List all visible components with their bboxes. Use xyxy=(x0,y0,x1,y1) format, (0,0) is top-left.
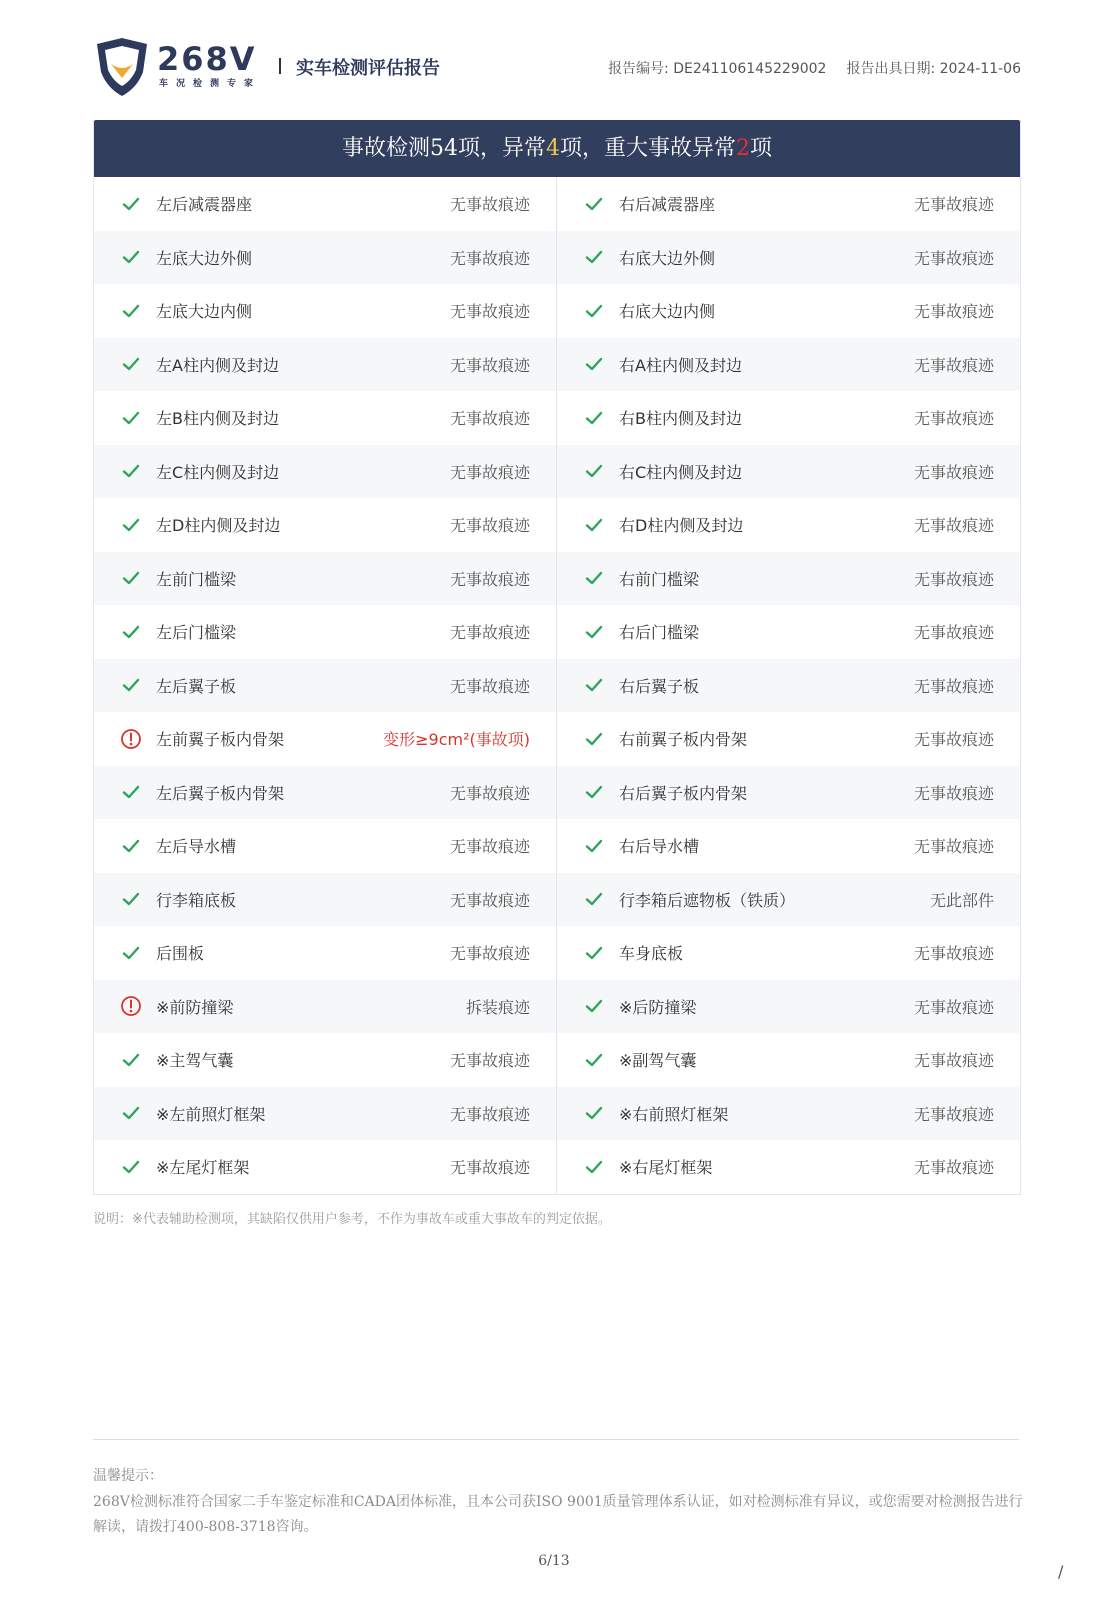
item-name: 左底大边内侧 xyxy=(156,302,253,322)
checkmark-icon xyxy=(120,781,142,803)
item-result: 无事故痕迹 xyxy=(913,1051,994,1071)
check-rows xyxy=(94,177,1020,1194)
item-name: 左后翼子板内骨架 xyxy=(156,783,285,803)
item-name: ※右前照灯框架 xyxy=(619,1104,729,1124)
check-item xyxy=(557,231,1020,285)
item-result: 无事故痕迹 xyxy=(449,1104,530,1124)
check-item xyxy=(94,873,557,927)
footer-divider xyxy=(93,1439,1019,1440)
item-name: 左底大边外侧 xyxy=(156,248,253,268)
item-result: 无事故痕迹 xyxy=(913,569,994,589)
check-item xyxy=(94,284,557,338)
check-item xyxy=(94,1140,557,1194)
table-row xyxy=(94,819,1020,873)
logo-wordmark: 268V xyxy=(157,40,257,78)
item-name: 左C柱内侧及封边 xyxy=(156,462,280,482)
item-result: 无事故痕迹 xyxy=(913,516,994,536)
item-name: 左D柱内侧及封边 xyxy=(156,516,281,536)
item-result: 无事故痕迹 xyxy=(449,837,530,857)
checkmark-icon xyxy=(583,728,605,750)
item-result: 无事故痕迹 xyxy=(449,623,530,643)
major-abnormal-count: 2 xyxy=(736,136,750,161)
checkmark-icon xyxy=(120,1102,142,1124)
item-result: 无事故痕迹 xyxy=(913,462,994,482)
table-row xyxy=(94,605,1020,659)
footnote: 说明：※代表辅助检测项，其缺陷仅供用户参考，不作为事故车或重大事故车的判定依据。 xyxy=(93,1212,611,1227)
item-name: ※左前照灯框架 xyxy=(156,1104,266,1124)
item-result: 无事故痕迹 xyxy=(913,248,994,268)
item-name: 左A柱内侧及封边 xyxy=(156,355,279,375)
table-row xyxy=(94,980,1020,1034)
item-result: 无事故痕迹 xyxy=(913,676,994,696)
item-result: 无事故痕迹 xyxy=(913,1158,994,1178)
item-name: 右B柱内侧及封边 xyxy=(619,409,742,429)
item-name: 左后减震器座 xyxy=(156,195,253,215)
table-row xyxy=(94,552,1020,606)
table-row xyxy=(94,926,1020,980)
item-name: 车身底板 xyxy=(619,944,684,964)
item-name: ※主驾气囊 xyxy=(156,1051,234,1071)
item-result: 无事故痕迹 xyxy=(449,890,530,910)
item-name: 右后翼子板内骨架 xyxy=(619,783,748,803)
alert-icon xyxy=(120,728,142,750)
item-name: 右A柱内侧及封边 xyxy=(619,355,742,375)
item-name: 右底大边外侧 xyxy=(619,248,716,268)
item-name: ※右尾灯框架 xyxy=(619,1158,713,1178)
check-item xyxy=(557,980,1020,1034)
check-item xyxy=(557,1087,1020,1141)
checkmark-icon xyxy=(120,567,142,589)
checkmark-icon xyxy=(583,193,605,215)
checkmark-icon xyxy=(583,300,605,322)
checkmark-icon xyxy=(583,995,605,1017)
table-row xyxy=(94,498,1020,552)
item-result: 无事故痕迹 xyxy=(449,355,530,375)
item-name: 后围板 xyxy=(156,944,205,964)
shield-logo-icon xyxy=(93,38,151,98)
checkmark-icon xyxy=(583,460,605,482)
item-name: 行李箱后遮物板（铁质） xyxy=(619,890,796,910)
tip-title: 温馨提示： xyxy=(93,1468,163,1484)
table-row xyxy=(94,1033,1020,1087)
item-result: 无事故痕迹 xyxy=(449,1158,530,1178)
table-row xyxy=(94,445,1020,499)
table-row xyxy=(94,1087,1020,1141)
banner-text-2: 项，重大事故异常 xyxy=(559,136,736,161)
checkmark-icon xyxy=(583,407,605,429)
accident-check-table xyxy=(93,120,1021,1195)
check-item xyxy=(557,391,1020,445)
page-number: 6/13 xyxy=(538,1553,570,1569)
check-item xyxy=(94,980,557,1034)
table-row xyxy=(94,766,1020,820)
item-result: 无事故痕迹 xyxy=(913,783,994,803)
checkmark-icon xyxy=(120,193,142,215)
report-title: 实车检测评估报告 xyxy=(296,58,440,79)
checkmark-icon xyxy=(120,835,142,857)
corner-mark: / xyxy=(1058,1562,1064,1581)
item-result: 无事故痕迹 xyxy=(913,355,994,375)
checkmark-icon xyxy=(583,1156,605,1178)
item-name: 左后翼子板 xyxy=(156,676,237,696)
table-row xyxy=(94,873,1020,927)
banner-text-3: 项 xyxy=(750,136,773,161)
tip-body: 268V检测标准符合国家二手车鉴定标准和CADA团体标准，且本公司获ISO 9001质量管理体系认证，如对检测标准有异议，或您需要对检测报告进行解读，请拨打400-808-3718咨询。 xyxy=(93,1494,1023,1535)
item-name: 右后门槛梁 xyxy=(619,623,700,643)
check-item xyxy=(557,177,1020,231)
checkmark-icon xyxy=(583,1102,605,1124)
item-result: 无事故痕迹 xyxy=(449,248,530,268)
checkmark-icon xyxy=(120,300,142,322)
table-row xyxy=(94,1140,1020,1194)
checkmark-icon xyxy=(120,674,142,696)
checkmark-icon xyxy=(120,942,142,964)
item-result: 无事故痕迹 xyxy=(913,997,994,1017)
check-item xyxy=(557,873,1020,927)
table-row xyxy=(94,284,1020,338)
item-name: 右前翼子板内骨架 xyxy=(619,730,748,750)
check-item xyxy=(94,338,557,392)
check-item xyxy=(557,1140,1020,1194)
item-result: 无事故痕迹 xyxy=(449,569,530,589)
header-divider xyxy=(279,58,281,74)
item-name: 右底大边内侧 xyxy=(619,302,716,322)
check-item xyxy=(557,1033,1020,1087)
check-item xyxy=(94,926,557,980)
report-meta xyxy=(608,58,1021,78)
checkmark-icon xyxy=(120,460,142,482)
check-item xyxy=(94,1087,557,1141)
item-result: 无事故痕迹 xyxy=(913,302,994,322)
item-name: 右C柱内侧及封边 xyxy=(619,462,743,482)
table-row xyxy=(94,659,1020,713)
checkmark-icon xyxy=(583,567,605,589)
item-result: 无事故痕迹 xyxy=(913,409,994,429)
check-item xyxy=(557,766,1020,820)
check-item xyxy=(94,498,557,552)
check-item xyxy=(94,819,557,873)
item-name: 右前门槛梁 xyxy=(619,569,700,589)
item-result: 无事故痕迹 xyxy=(913,195,994,215)
item-result: 无事故痕迹 xyxy=(449,462,530,482)
check-item xyxy=(557,819,1020,873)
item-result: 无事故痕迹 xyxy=(449,1051,530,1071)
check-item xyxy=(94,659,557,713)
checkmark-icon xyxy=(583,514,605,536)
table-row xyxy=(94,338,1020,392)
table-row xyxy=(94,231,1020,285)
checkmark-icon xyxy=(120,888,142,910)
item-name: 右后翼子板 xyxy=(619,676,700,696)
check-item xyxy=(557,926,1020,980)
check-item xyxy=(94,1033,557,1087)
summary-banner xyxy=(94,120,1020,177)
logo-subtitle: 车况检测专家 xyxy=(159,79,262,89)
item-result: 无事故痕迹 xyxy=(913,837,994,857)
item-name: 左B柱内侧及封边 xyxy=(156,409,279,429)
item-name: 左后门槛梁 xyxy=(156,623,237,643)
item-name: ※左尾灯框架 xyxy=(156,1158,250,1178)
abnormal-count: 4 xyxy=(545,136,560,161)
check-item xyxy=(557,552,1020,606)
checkmark-icon xyxy=(120,1049,142,1071)
checkmark-icon xyxy=(583,888,605,910)
item-name: 左前翼子板内骨架 xyxy=(156,730,285,750)
check-item xyxy=(94,445,557,499)
check-item xyxy=(557,284,1020,338)
item-name: 行李箱底板 xyxy=(156,890,237,910)
item-name: 右D柱内侧及封边 xyxy=(619,516,744,536)
item-result: 无事故痕迹 xyxy=(449,516,530,536)
item-result: 无事故痕迹 xyxy=(449,783,530,803)
table-row xyxy=(94,391,1020,445)
check-item xyxy=(94,391,557,445)
check-item xyxy=(557,338,1020,392)
check-item xyxy=(94,712,557,766)
checkmark-icon xyxy=(583,781,605,803)
item-result: 无事故痕迹 xyxy=(913,944,994,964)
item-result: 无事故痕迹 xyxy=(913,730,994,750)
check-item xyxy=(94,552,557,606)
check-item xyxy=(557,605,1020,659)
item-result: 无事故痕迹 xyxy=(449,195,530,215)
checkmark-icon xyxy=(583,621,605,643)
item-name: ※前防撞梁 xyxy=(156,997,234,1017)
item-name: 右后导水槽 xyxy=(619,837,700,857)
checkmark-icon xyxy=(120,353,142,375)
check-item xyxy=(94,605,557,659)
checkmark-icon xyxy=(583,674,605,696)
item-name: ※后防撞梁 xyxy=(619,997,697,1017)
report-header xyxy=(93,36,1021,100)
banner-text-1: 事故检测54项，异常 xyxy=(341,136,546,161)
check-item xyxy=(557,659,1020,713)
item-name: 左前门槛梁 xyxy=(156,569,237,589)
item-result: 变形≥9cm²(事故项) xyxy=(383,730,530,750)
checkmark-icon xyxy=(120,246,142,268)
check-item xyxy=(94,231,557,285)
check-item xyxy=(94,177,557,231)
check-item xyxy=(557,498,1020,552)
item-name: ※副驾气囊 xyxy=(619,1051,697,1071)
item-result: 无事故痕迹 xyxy=(449,409,530,429)
check-item xyxy=(557,712,1020,766)
item-result: 无此部件 xyxy=(929,890,994,910)
report-number: 报告编号: DE241106145229002 xyxy=(608,61,827,77)
table-row xyxy=(94,712,1020,766)
table-row xyxy=(94,177,1020,231)
checkmark-icon xyxy=(120,514,142,536)
item-result: 无事故痕迹 xyxy=(449,944,530,964)
checkmark-icon xyxy=(120,621,142,643)
item-result: 无事故痕迹 xyxy=(449,302,530,322)
checkmark-icon xyxy=(583,1049,605,1071)
checkmark-icon xyxy=(120,407,142,429)
checkmark-icon xyxy=(583,353,605,375)
item-name: 右后减震器座 xyxy=(619,195,716,215)
report-date: 报告出具日期: 2024-11-06 xyxy=(846,61,1021,77)
check-item xyxy=(94,766,557,820)
item-name: 左后导水槽 xyxy=(156,837,237,857)
item-result: 无事故痕迹 xyxy=(913,1104,994,1124)
checkmark-icon xyxy=(120,1156,142,1178)
item-result: 拆装痕迹 xyxy=(465,997,530,1017)
item-result: 无事故痕迹 xyxy=(449,676,530,696)
alert-icon xyxy=(120,995,142,1017)
checkmark-icon xyxy=(583,835,605,857)
checkmark-icon xyxy=(583,246,605,268)
check-item xyxy=(557,445,1020,499)
item-result: 无事故痕迹 xyxy=(913,623,994,643)
checkmark-icon xyxy=(583,942,605,964)
